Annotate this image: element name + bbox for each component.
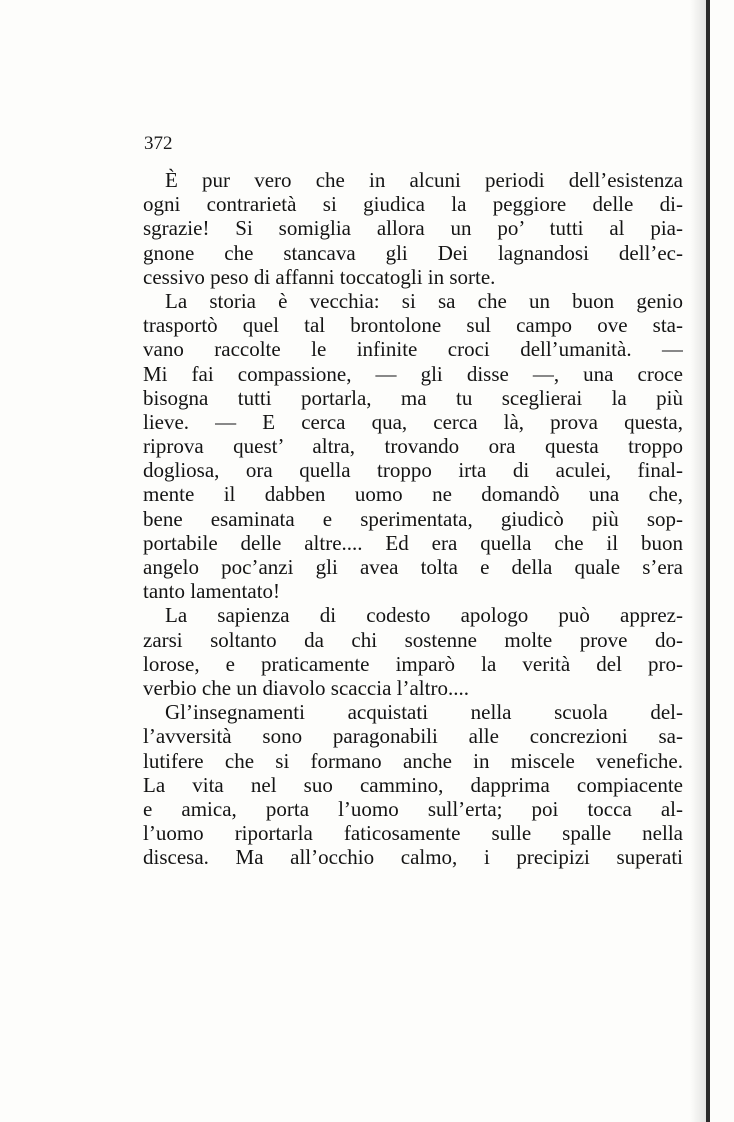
text-line: dogliosa, ora quella troppo irta di aculei, final- xyxy=(143,458,683,483)
text-line: verbio che un diavolo scaccia l’altro.... xyxy=(143,675,469,700)
text-line: La vita nel suo cammino, dapprima compiacente xyxy=(143,772,683,797)
text-line: bisogna tutti portarla, ma tu sceglierai la più xyxy=(143,385,683,410)
body-text xyxy=(143,168,683,869)
text-line: portabile delle altre.... Ed era quella che il buon xyxy=(143,530,683,555)
text-line: lieve. — E cerca qua, cerca là, prova questa, xyxy=(143,409,683,434)
text-line: tanto lamentato! xyxy=(143,579,281,604)
text-line: Gl’insegnamenti acquistati nella scuola del- xyxy=(165,700,683,725)
text-line: La storia è vecchia: si sa che un buon genio xyxy=(165,288,683,313)
text-line: mente il dabben uomo ne domandò una che, xyxy=(143,482,683,507)
binding-shadow xyxy=(690,0,706,1122)
text-line: bene esaminata e sperimentata, giudicò più sop- xyxy=(143,506,683,531)
text-line: È pur vero che in alcuni periodi dell’esistenza xyxy=(165,168,683,192)
text-line: sgrazie! Si somiglia allora un po’ tutti al pia- xyxy=(143,216,683,241)
text-line: ogni contrarietà si giudica la peggiore delle di- xyxy=(143,192,683,217)
text-line: discesa. Ma all’occhio calmo, i precipizi superati xyxy=(143,845,683,870)
text-line: trasportò quel tal brontolone sul campo ove sta- xyxy=(143,313,683,338)
page-number: 372 xyxy=(144,133,173,154)
page-edge-line xyxy=(706,0,710,1122)
text-line: zarsi soltanto da chi sostenne molte prove do- xyxy=(143,627,683,652)
text-line: vano raccolte le infinite croci dell’umanità. — xyxy=(143,337,683,362)
text-line: e amica, porta l’uomo sull’erta; poi tocca al- xyxy=(143,796,683,821)
text-line: cessivo peso di affanni toccatogli in sorte. xyxy=(143,264,496,289)
text-line: La sapienza di codesto apologo può apprez- xyxy=(165,603,683,628)
text-line: gnone che stancava gli Dei lagnandosi dell’ec- xyxy=(143,240,683,265)
text-line: riprova quest’ altra, trovando ora questa troppo xyxy=(143,434,683,459)
text-line: lutifere che si formano anche in miscele venefiche. xyxy=(143,748,683,773)
text-line: l’uomo riportarla faticosamente sulle spalle nella xyxy=(143,821,683,846)
text-line: Mi fai compassione, — gli disse —, una croce xyxy=(143,361,683,386)
text-line: lorose, e praticamente imparò la verità del pro- xyxy=(143,651,683,676)
text-line: angelo poc’anzi gli avea tolta e della quale s’era xyxy=(143,555,683,579)
text-line: l’avversità sono paragonabili alle concrezioni sa- xyxy=(143,724,683,749)
